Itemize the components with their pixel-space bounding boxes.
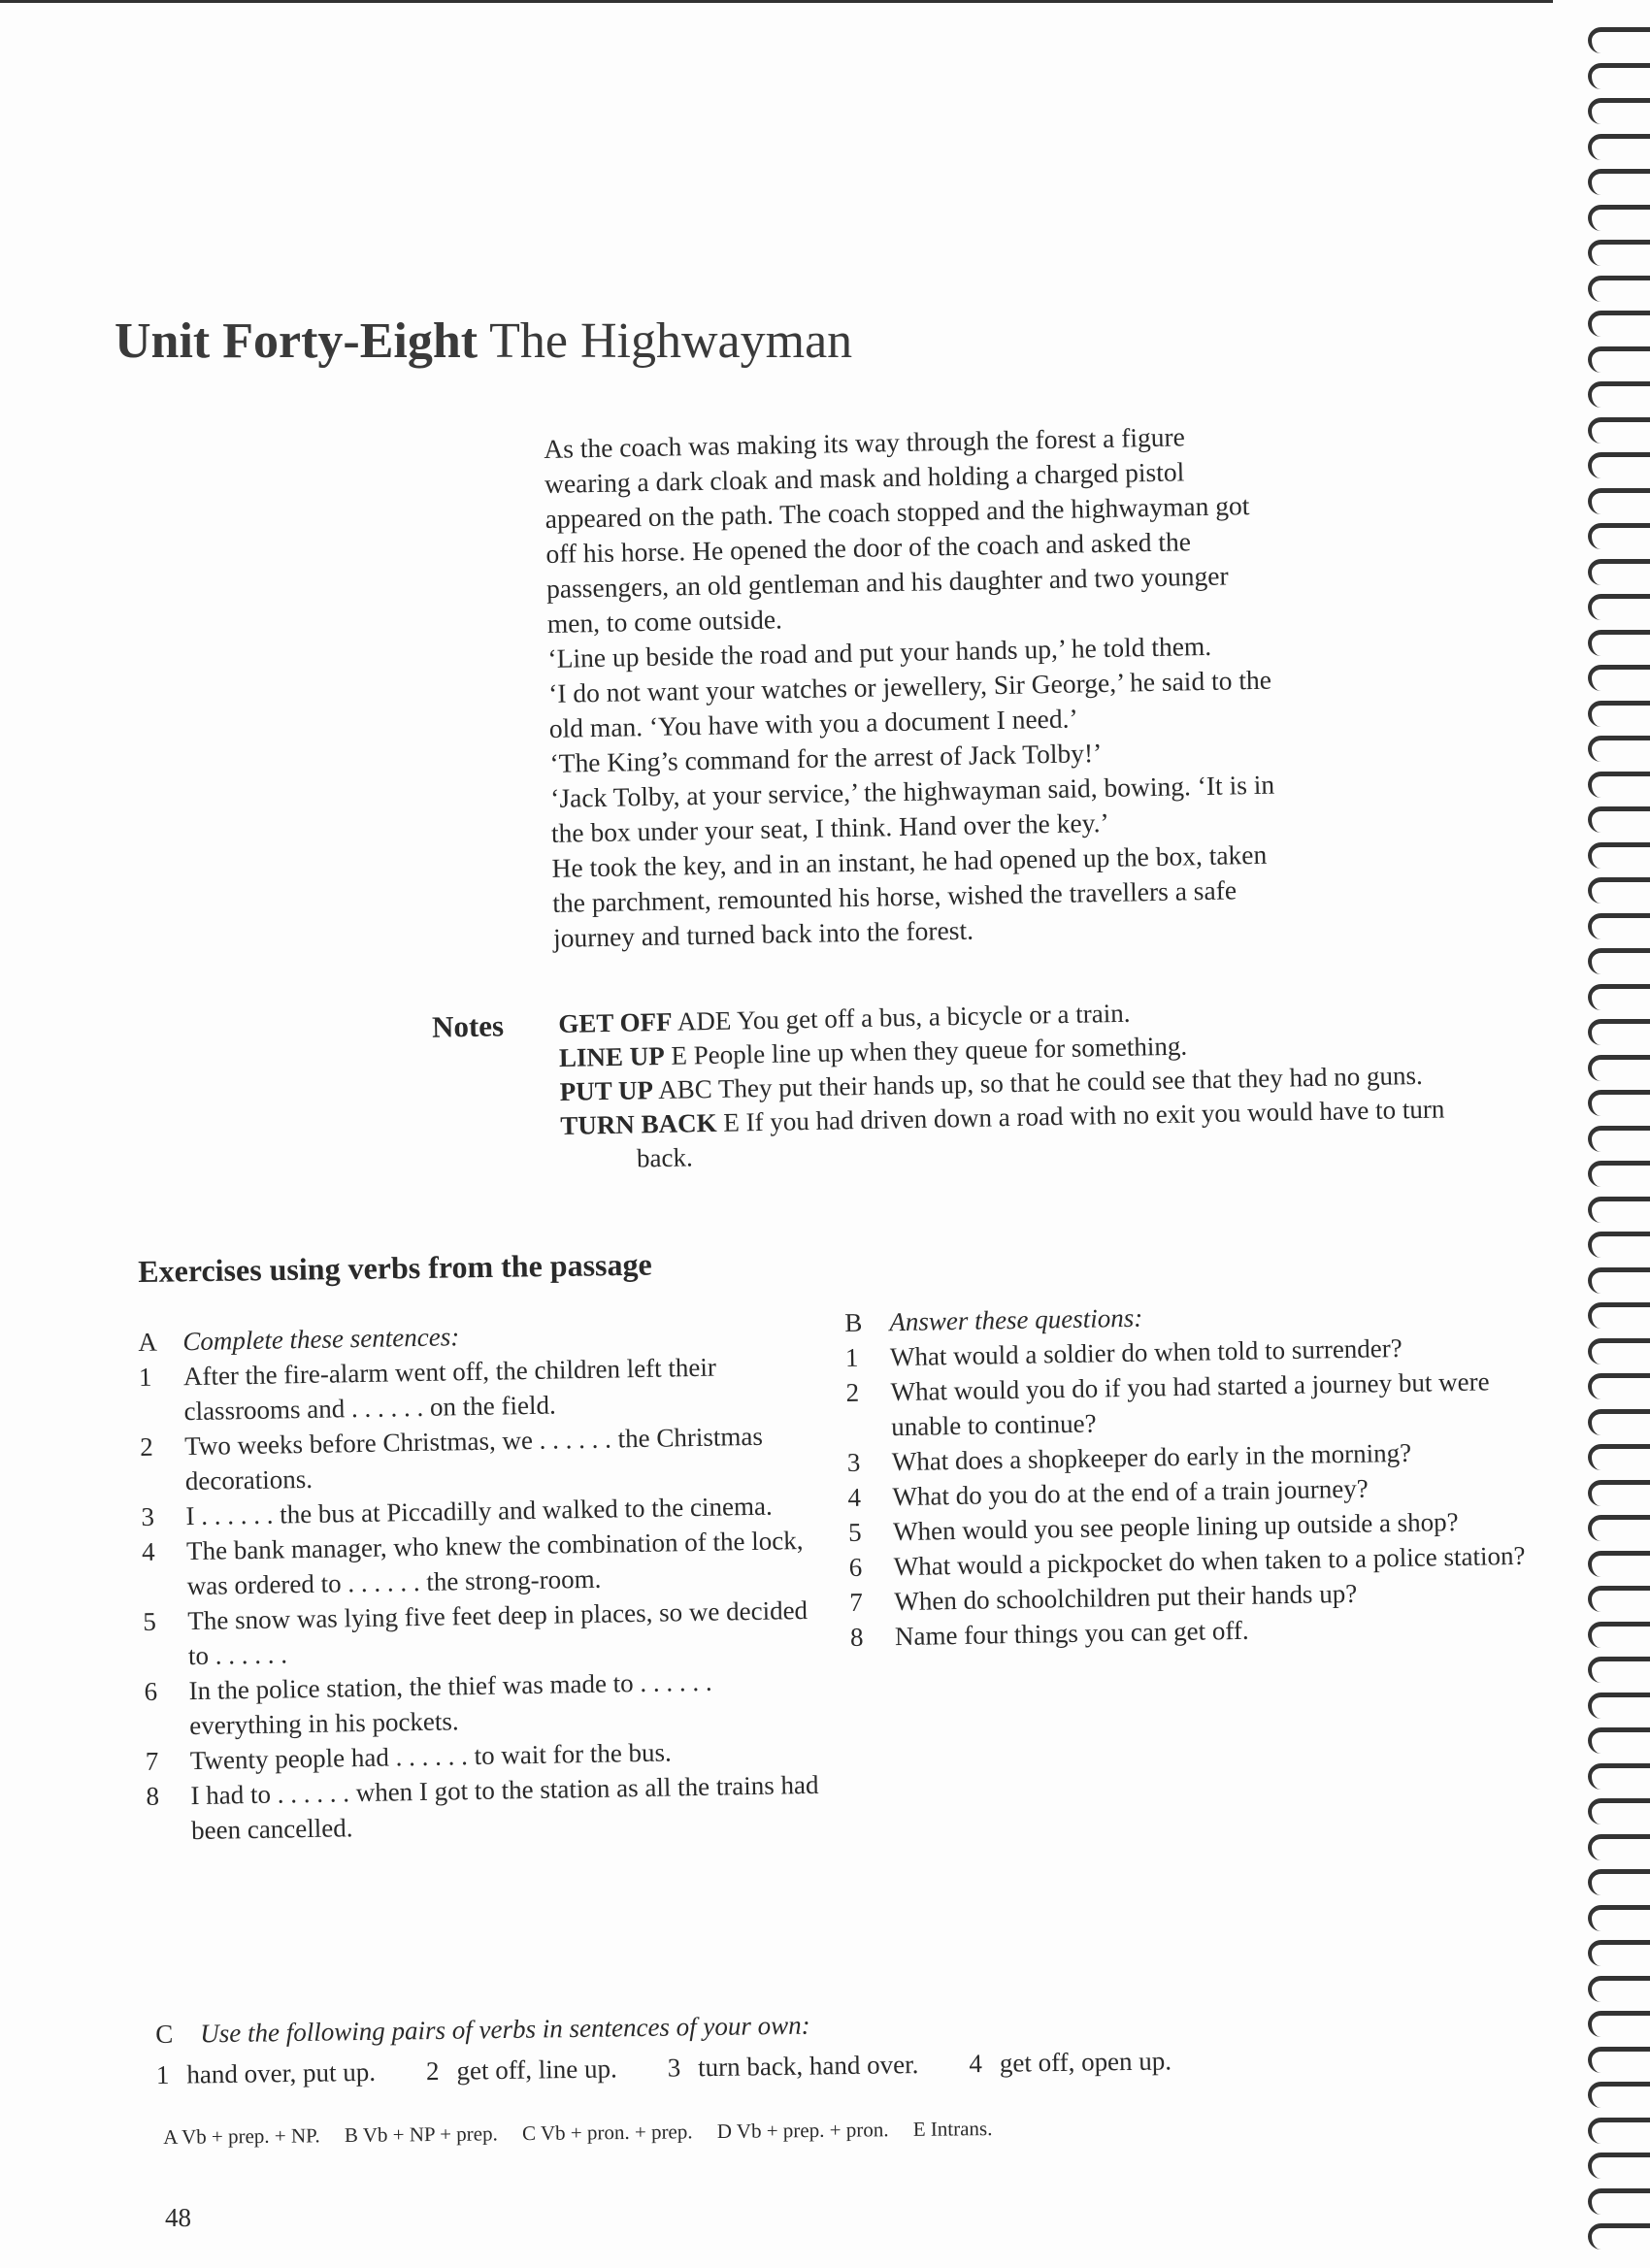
spiral-coil <box>1588 169 1650 195</box>
spiral-coil <box>1588 559 1650 585</box>
spiral-coil <box>1588 913 1650 939</box>
item-text: I . . . . . . the bus at Piccadilly and walked to the cinema. <box>185 1491 773 1531</box>
spiral-coil <box>1588 1798 1650 1824</box>
page-top-edge <box>0 0 1553 3</box>
spiral-coil <box>1588 381 1650 408</box>
item-text: When do schoolchildren put their hands up? <box>894 1578 1358 1617</box>
item-number: 6 <box>144 1676 158 1706</box>
legend-item: A Vb + prep. + NP. <box>163 2123 320 2149</box>
spiral-coil <box>1588 2082 1650 2108</box>
spiral-coil <box>1588 736 1650 762</box>
passage-line: the box under your seat, I think. Hand over the key.’ <box>550 806 1109 848</box>
pair-number: 4 <box>969 2049 983 2079</box>
note-text: You get off a bus, a bicycle or a train. <box>736 998 1131 1035</box>
pair-text: get off, line up. <box>456 2054 617 2086</box>
item-number: 8 <box>146 1781 160 1811</box>
item-number: 5 <box>847 1517 862 1547</box>
page-number: 48 <box>165 2203 191 2232</box>
spiral-coil <box>1588 1444 1650 1470</box>
passage-line: men, to come outside. <box>546 604 783 639</box>
spiral-coil <box>1588 240 1650 266</box>
item-text: Two weeks before Christmas, we . . . . . . the Christmas decorations. <box>183 1421 764 1496</box>
exercise-instruction: Answer these questions: <box>889 1302 1143 1337</box>
item-number: 2 <box>139 1431 153 1462</box>
spiral-coil <box>1588 452 1650 478</box>
item-text: What does a shopkeeper do early in the morning? <box>891 1437 1412 1477</box>
item-text: What would a soldier do when told to surrender? <box>889 1332 1402 1372</box>
spiral-coil <box>1588 1657 1650 1683</box>
legend-item: B Vb + NP + prep. <box>344 2121 498 2148</box>
exercises-heading: Exercises using verbs from the passage <box>138 1246 652 1289</box>
spiral-coil <box>1588 2118 1650 2144</box>
item-text: The snow was lying five feet deep in places, so we decided to . . . . . . <box>187 1595 808 1671</box>
spiral-coil <box>1588 1763 1650 1790</box>
item-text: I had to . . . . . . when I got to the station as all the trains had been cancelled. <box>190 1769 819 1846</box>
spiral-coil <box>1588 2188 1650 2215</box>
exercise-item <box>140 1418 820 1499</box>
spiral-coil <box>1588 276 1650 302</box>
verb-pair <box>426 2048 617 2091</box>
legend-item: D Vb + prep. + pron. <box>716 2118 889 2144</box>
spiral-coil <box>1588 2223 1650 2250</box>
passage-line: passengers, an old gentleman and his daughter and two younger <box>545 560 1229 604</box>
legend-item: C Vb + pron. + prep. <box>521 2120 693 2146</box>
spiral-coil <box>1588 806 1650 833</box>
passage-line: old man. ‘You have with you a document I need.’ <box>548 703 1078 743</box>
spiral-coil <box>1588 1551 1650 1577</box>
item-text: In the police station, the thief was made to . . . . . . everything in his pockets. <box>188 1666 712 1741</box>
passage-line: As the coach was making its way through the forest a figure <box>544 421 1186 464</box>
passage-line: ‘The King’s command for the arrest of Jack Tolby!’ <box>549 738 1103 778</box>
exercise-letter: A <box>138 1327 158 1357</box>
spiral-binding <box>1582 19 1650 2268</box>
spiral-coil <box>1588 98 1650 124</box>
item-number: 4 <box>847 1482 862 1512</box>
spiral-coil <box>1588 1834 1650 1860</box>
note-verb: PUT UP <box>559 1075 654 1106</box>
spiral-coil <box>1588 1338 1650 1364</box>
note-codes: E <box>723 1107 741 1137</box>
exercise-a <box>138 1313 826 1849</box>
spiral-coil <box>1588 1373 1650 1399</box>
note-verb: LINE UP <box>558 1040 666 1072</box>
item-number: 8 <box>849 1622 864 1652</box>
notes-list <box>558 990 1493 1177</box>
unit-name: The Highwayman <box>489 313 853 369</box>
item-number: 3 <box>846 1447 861 1477</box>
item-text: What do you do at the end of a train journey? <box>892 1473 1369 1512</box>
note-text: They put their hands up, so that he could see that they had no guns. <box>717 1060 1423 1103</box>
spiral-coil <box>1588 1976 1650 2002</box>
spiral-coil <box>1588 417 1650 444</box>
verb-pattern-legend <box>163 2117 1012 2150</box>
spiral-coil <box>1588 1622 1650 1648</box>
pair-text: hand over, put up. <box>186 2056 377 2089</box>
item-text: Twenty people had . . . . . . to wait for the bus. <box>189 1737 673 1776</box>
pair-number: 3 <box>667 2053 681 2083</box>
spiral-coil <box>1588 842 1650 869</box>
spiral-coil <box>1588 984 1650 1010</box>
item-text: Name four things you can get off. <box>894 1615 1249 1652</box>
page-title <box>115 312 852 370</box>
exercise-b <box>844 1293 1549 1655</box>
passage-line: ‘Line up beside the road and put your hands up,’ he told them. <box>547 630 1212 674</box>
spiral-coil <box>1588 523 1650 549</box>
item-text: When would you see people lining up outside a shop? <box>892 1506 1459 1547</box>
exercise-item <box>845 1363 1545 1445</box>
item-text: The bank manager, who knew the combination of the lock, was ordered to . . . . . . the strong-room. <box>185 1526 804 1601</box>
spiral-coil <box>1588 1905 1650 1931</box>
exercise-letter: B <box>844 1307 863 1337</box>
note-verb: TURN BACK <box>560 1107 717 1140</box>
spiral-coil <box>1588 1940 1650 1966</box>
spiral-coil <box>1588 63 1650 89</box>
note-verb: GET OFF <box>558 1006 673 1038</box>
exercise-instruction: Complete these sentences: <box>182 1322 460 1357</box>
verb-pair <box>969 2040 1172 2084</box>
passage-line: appeared on the path. The coach stopped and the highwayman got <box>544 490 1250 534</box>
exercise-item <box>144 1662 824 1744</box>
spiral-coil <box>1588 1232 1650 1258</box>
spiral-coil <box>1588 1161 1650 1187</box>
spiral-coil <box>1588 1869 1650 1895</box>
item-number: 5 <box>143 1606 157 1636</box>
exercise-item <box>139 1348 819 1430</box>
spiral-coil <box>1588 1693 1650 1719</box>
unit-number: Unit Forty-Eight <box>115 313 478 369</box>
passage-line: wearing a dark cloak and mask and holding a charged pistol <box>544 456 1185 499</box>
exercise-instruction: Use the following pairs of verbs in sentences of your own: <box>200 2010 810 2049</box>
passage-line: journey and turned back into the forest. <box>552 914 974 953</box>
spiral-coil <box>1588 1727 1650 1754</box>
pair-number: 1 <box>155 2059 170 2089</box>
spiral-coil <box>1588 877 1650 904</box>
exercise-item <box>143 1593 823 1674</box>
spiral-coil <box>1588 311 1650 337</box>
item-number: 7 <box>145 1746 159 1776</box>
spiral-coil <box>1588 1267 1650 1294</box>
passage-line: the parchment, remounted his horse, wished the travellers a safe <box>552 874 1238 918</box>
note-codes: E <box>671 1040 688 1070</box>
spiral-coil <box>1588 1480 1650 1506</box>
item-number: 1 <box>138 1362 152 1392</box>
item-number: 7 <box>849 1587 864 1617</box>
spiral-coil <box>1588 701 1650 727</box>
note-text: People line up when they queue for something. <box>693 1031 1188 1070</box>
spiral-coil <box>1588 1302 1650 1329</box>
reading-passage <box>544 414 1466 956</box>
spiral-coil <box>1588 665 1650 691</box>
exercise-item <box>146 1767 826 1849</box>
item-text: What would a pickpocket do when taken to a police station? <box>893 1540 1526 1582</box>
pair-number: 2 <box>425 2055 440 2087</box>
verb-pair <box>156 2052 377 2095</box>
spiral-coil <box>1588 630 1650 656</box>
item-number: 3 <box>141 1501 155 1531</box>
spiral-coil <box>1588 1586 1650 1612</box>
item-number: 4 <box>141 1536 155 1566</box>
spiral-coil <box>1588 594 1650 620</box>
item-number: 6 <box>848 1552 863 1582</box>
exercise-c <box>155 1994 1534 2095</box>
spiral-coil <box>1588 772 1650 798</box>
spiral-coil <box>1588 205 1650 231</box>
spiral-coil <box>1588 1055 1650 1081</box>
spiral-coil <box>1588 1090 1650 1116</box>
spiral-coil <box>1588 1197 1650 1223</box>
notes-label: Notes <box>431 1008 505 1044</box>
pair-text: get off, open up. <box>999 2046 1172 2078</box>
legend-item: E Intrans. <box>912 2117 993 2141</box>
spiral-coil <box>1588 488 1650 514</box>
passage-line: ‘Jack Tolby, at your service,’ the highwayman said, bowing. ‘It is in <box>549 769 1275 813</box>
exercise-letter: C <box>155 2019 174 2049</box>
spiral-coil <box>1588 346 1650 373</box>
item-number: 2 <box>845 1377 860 1407</box>
passage-line: He took the key, and in an instant, he had opened up the box, taken <box>551 838 1268 883</box>
spiral-coil <box>1588 1515 1650 1541</box>
note-codes: ABC <box>657 1073 712 1105</box>
item-text: What would you do if you had started a journey but were unable to continue? <box>890 1366 1490 1442</box>
spiral-coil <box>1588 948 1650 974</box>
spiral-coil <box>1588 2047 1650 2073</box>
spiral-coil <box>1588 134 1650 160</box>
spiral-coil <box>1588 2153 1650 2179</box>
spiral-coil <box>1588 27 1650 53</box>
pair-text: turn back, hand over. <box>697 2050 919 2083</box>
passage-line: ‘I do not want your watches or jewellery, Sir George,’ he said to the <box>547 664 1272 708</box>
passage-line: off his horse. He opened the door of the coach and asked the <box>545 526 1192 569</box>
item-text: After the fire-alarm went off, the children left their classrooms and . . . . . . on the field. <box>182 1352 717 1427</box>
item-number: 1 <box>844 1342 859 1372</box>
spiral-coil <box>1588 2011 1650 2037</box>
spiral-coil <box>1588 1019 1650 1045</box>
verb-pair <box>667 2044 918 2088</box>
note-codes: ADE <box>676 1005 732 1036</box>
spiral-coil <box>1588 1126 1650 1152</box>
spiral-coil <box>1588 1409 1650 1435</box>
exercise-item <box>142 1523 822 1604</box>
note-text: If you had driven down a road with no exit you would have to turn back. <box>636 1094 1445 1173</box>
